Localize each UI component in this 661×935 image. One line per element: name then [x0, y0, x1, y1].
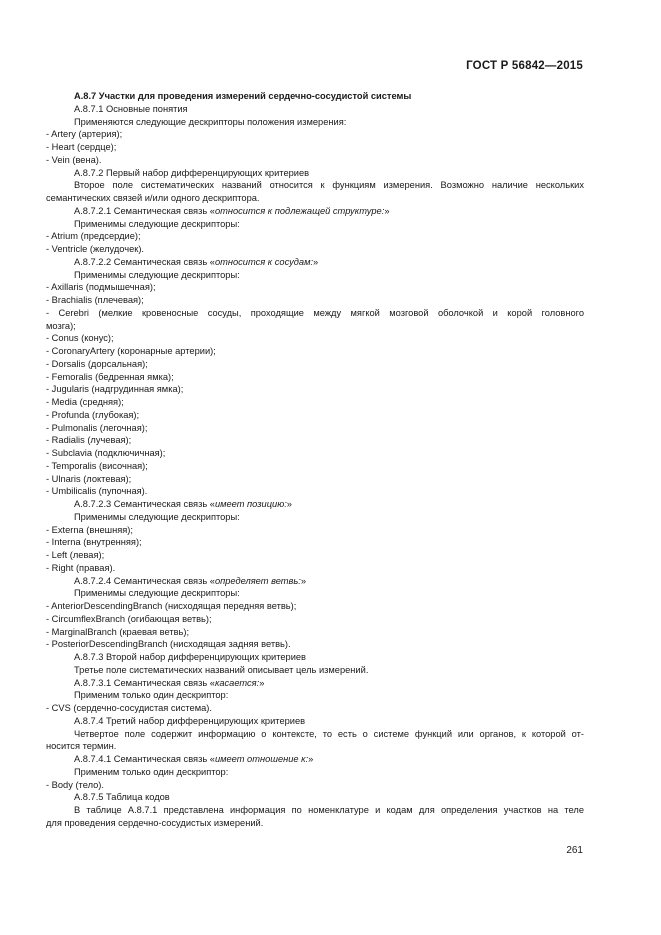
text-line: - Umbilicalis (пупочная).	[46, 486, 148, 497]
text-line: Применимы следующие дескрипторы:	[74, 588, 240, 599]
text-line: - Body (тело).	[46, 779, 104, 790]
document-body	[46, 90, 584, 830]
text-line: - Heart (сердце);	[46, 142, 117, 152]
text-line: А.8.7.1 Основные понятия	[74, 103, 188, 114]
text-line: Применяются следующие дескрипторы положения измерения:	[74, 116, 347, 127]
text-line-prefix: А.8.7.2.4 Семантическая связь «	[74, 575, 215, 586]
text-line-suffix: »	[384, 205, 390, 216]
text-line: Применим только один дескриптор:	[74, 766, 229, 777]
text-line: - Ulnaris (локтевая);	[46, 473, 132, 484]
text-line-suffix: »	[313, 256, 319, 267]
text-line: - Vein (вена).	[46, 154, 102, 165]
text-line: - MarginalBranch (краевая ветвь);	[46, 626, 190, 637]
text-line: - Pulmonalis (легочная);	[46, 422, 148, 433]
text-line: - Cerebri (мелкие кровеносные сосуды, проходящие между мягкой мозговой оболочкой и корой головного	[46, 307, 584, 318]
text-line: - CoronaryArtery (коронарные артерии);	[46, 346, 216, 356]
text-line: - Jugularis (надгрудинная ямка);	[46, 384, 184, 395]
text-line: - Interna (внутренняя);	[46, 537, 142, 548]
semantic-relation-italic: относится к подлежащей структуре:	[214, 205, 385, 216]
text-line	[46, 498, 584, 511]
text-line: - Axillaris (подмышечная);	[46, 282, 156, 293]
text-line	[46, 677, 584, 690]
text-line: - Artery (артерия);	[46, 129, 123, 140]
text-line: носится термин.	[46, 741, 117, 752]
text-line: для проведения сердечно-сосудистых измерений.	[46, 817, 264, 828]
text-line: В таблице А.8.7.1 представлена информация по номенклатуре и кодам для определения участков на теле	[74, 805, 584, 815]
text-line: семантических связей и/или одного дескриптора.	[46, 193, 260, 203]
text-line: - Radialis (лучевая);	[46, 435, 132, 446]
text-line: - Conus (конус);	[46, 333, 114, 344]
text-line: Второе поле систематических названий относится к функциям измерения. Возможно наличие нескольких	[74, 180, 584, 191]
text-line: А.8.7.4 Третий набор дифференцирующих критериев	[74, 715, 306, 726]
text-line	[46, 575, 584, 588]
text-line: Применимы следующие дескрипторы:	[74, 269, 240, 280]
text-line: - CircumflexBranch (огибающая ветвь);	[46, 613, 212, 624]
text-line-suffix: »	[308, 754, 314, 764]
text-line-prefix: А.8.7.4.1 Семантическая связь «	[74, 754, 215, 764]
text-line: - Brachialis (плечевая);	[46, 295, 144, 305]
text-line: Четвертое поле содержит информацию о контексте, то есть о системе функций или органов, к которой от-	[74, 728, 584, 739]
semantic-relation-italic: относится к сосудам:	[214, 256, 314, 267]
text-line: - Ventricle (желудочек).	[46, 244, 145, 254]
text-line: - Externa (внешняя);	[46, 524, 133, 535]
text-line-suffix: »	[259, 677, 265, 688]
text-line: Применим только один дескриптор:	[74, 690, 229, 701]
text-line-prefix: А.8.7.2.3 Семантическая связь «	[74, 499, 215, 509]
semantic-relation-italic: имеет отношение к:	[214, 754, 309, 764]
text-line	[46, 205, 584, 218]
text-line: - Media (средняя);	[46, 397, 124, 407]
text-line: - PosteriorDescendingBranch (нисходящая задняя ветвь).	[46, 639, 291, 650]
text-line: - Right (правая).	[46, 562, 116, 573]
text-line: - Atrium (предсердие);	[46, 231, 141, 242]
semantic-relation-italic: имеет позицию:	[214, 499, 287, 509]
document-standard-header: ГОСТ Р 56842—2015	[466, 60, 583, 72]
text-line: А.8.7.5 Таблица кодов	[74, 792, 170, 803]
text-line-prefix: А.8.7.2.1 Семантическая связь «	[74, 205, 215, 216]
text-line: мозга);	[46, 320, 76, 331]
text-line: - Left (левая);	[46, 550, 105, 560]
text-line: - CVS (сердечно-сосудистая система).	[46, 703, 212, 713]
text-line	[46, 256, 584, 269]
page-number: 261	[566, 845, 583, 856]
semantic-relation-italic: определяет ветвь:	[214, 575, 301, 586]
text-line: Третье поле систематических названий описывает цель измерений.	[74, 664, 369, 675]
text-line: - Dorsalis (дорсальная);	[46, 358, 148, 369]
text-line: - AnteriorDescendingBranch (нисходящая передняя ветвь);	[46, 601, 297, 611]
text-line: - Temporalis (височная);	[46, 460, 148, 471]
text-line-prefix: А.8.7.2.2 Семантическая связь «	[74, 256, 215, 267]
text-line: - Profunda (глубокая);	[46, 409, 140, 420]
text-line: А.8.7.2 Первый набор дифференцирующих критериев	[74, 167, 310, 178]
semantic-relation-italic: касается:	[214, 677, 260, 688]
text-line: Применимы следующие дескрипторы:	[74, 511, 240, 522]
text-line: - Subclavia (подключичная);	[46, 448, 166, 458]
text-line-suffix: »	[286, 499, 292, 509]
text-line	[46, 753, 584, 766]
text-line: А.8.7.3 Второй набор дифференцирующих критериев	[74, 652, 306, 662]
text-line: А.8.7 Участки для проведения измерений сердечно-сосудистой системы	[74, 91, 412, 101]
text-line: Применимы следующие дескрипторы:	[74, 218, 240, 229]
text-line-suffix: »	[300, 575, 307, 586]
text-line-prefix: А.8.7.3.1 Семантическая связь «	[74, 677, 215, 688]
text-line: - Femoralis (бедренная ямка);	[46, 371, 174, 382]
